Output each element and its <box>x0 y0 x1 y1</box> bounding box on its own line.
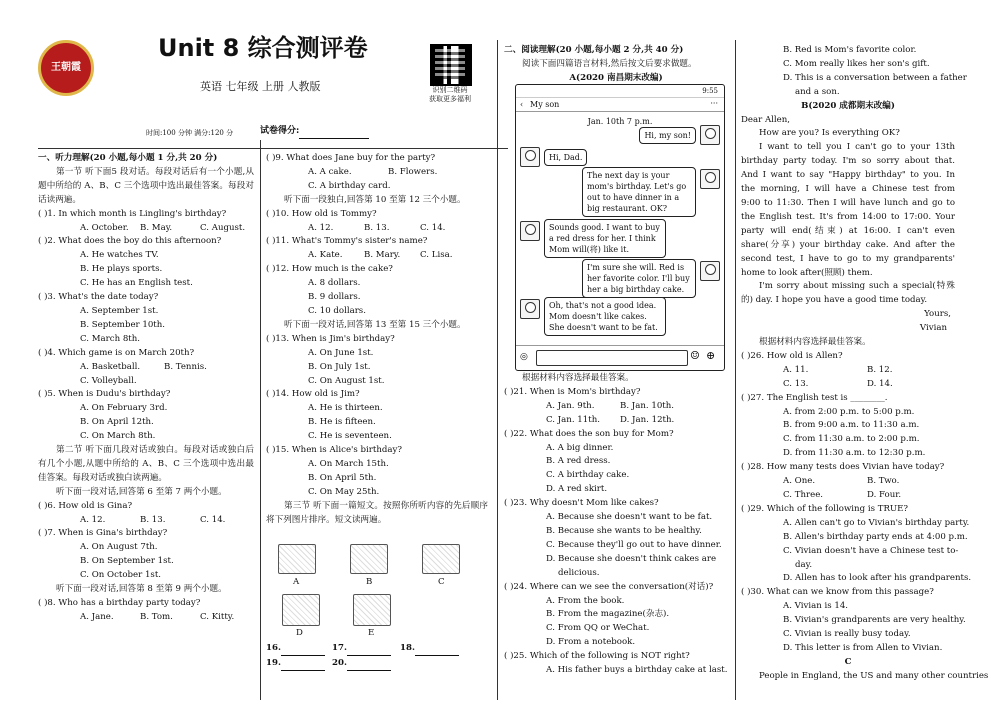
option[interactable]: D. This is a conversation between a father <box>783 72 967 83</box>
column-3 <box>504 44 728 86</box>
option[interactable]: B. Tom. <box>140 611 173 622</box>
option[interactable]: C. from 11:30 a.m. to 2:00 p.m. <box>783 434 920 445</box>
question-9[interactable]: ( )9. What does Jane buy for the party? <box>266 153 436 163</box>
question-13[interactable]: ( )13. When is Jim's birthday? <box>266 333 395 344</box>
option[interactable]: C. A birthday cake. <box>546 470 630 481</box>
option[interactable]: A. He watches TV. <box>80 250 159 261</box>
message-son-2: Sounds good. I want to buy a red dress for her. I think Mom will(将) like it. <box>544 219 666 258</box>
option[interactable]: B. On April 5th. <box>308 472 377 483</box>
option[interactable]: A. 11. <box>783 364 809 375</box>
option[interactable]: C. A birthday card. <box>308 180 391 191</box>
option[interactable]: C. Vivian is really busy today. <box>783 629 911 640</box>
option[interactable]: B. from 9:00 a.m. to 11:30 a.m. <box>783 420 920 431</box>
option[interactable]: B. Jan. 10th. <box>620 400 675 411</box>
monologue-instruction: 听下面一段独白,回答第 10 至第 12 三个小题。 <box>284 194 466 205</box>
question-6-options <box>38 514 254 528</box>
question-30[interactable]: ( )30. What can we know from this passage? <box>741 587 934 598</box>
page-title: Unit 8 综合测评卷 <box>158 34 368 62</box>
chat-date: Jan. 10th 7 p.m. <box>587 117 653 126</box>
option[interactable]: A. He is thirteen. <box>308 403 383 414</box>
question-4-options <box>38 361 254 375</box>
option[interactable]: B. He plays sports. <box>80 264 163 275</box>
option[interactable]: B. Red is Mom's favorite color. <box>783 45 917 55</box>
option[interactable]: C. On May 25th. <box>308 486 380 497</box>
picture-d-icon <box>282 594 320 626</box>
option[interactable]: C. Jan. 11th. <box>546 414 600 425</box>
blank-label: 19. <box>266 658 281 668</box>
dialogue-2-instruction: 听下面一段对话,回答第 8 至第 9 两个小题。 <box>56 584 227 595</box>
logo-text: 王朝霞 <box>51 62 81 73</box>
chat-input-bar <box>516 345 724 370</box>
option[interactable]: A. Vivian is 14. <box>783 601 849 612</box>
option[interactable]: B. On July 1st. <box>308 361 371 372</box>
option[interactable]: B. From the magazine(杂志). <box>546 609 670 620</box>
question-8-options <box>38 611 254 625</box>
option[interactable]: A. A cake. <box>308 166 352 177</box>
question-3[interactable]: ( )3. What's the date today? <box>38 292 159 303</box>
option[interactable]: C. 14. <box>200 514 226 525</box>
option[interactable]: B. May. <box>140 222 173 233</box>
message-dad-2: The next day is your mom's birthday. Let's go out to have dinner in a big restaurant. OK? <box>582 167 696 217</box>
option[interactable]: D. 14. <box>867 378 893 389</box>
option[interactable]: B. 12. <box>867 364 893 375</box>
passage-b-title: B(2020 成都期末改编) <box>801 100 895 111</box>
answer-blank-20[interactable] <box>332 657 391 671</box>
section-listening-title: 一、听力理解(20 小题,每小题 1 分,共 20 分) <box>38 153 218 163</box>
picture-a-icon <box>278 544 316 574</box>
option[interactable]: B. Because she wants to be healthy. <box>546 525 702 536</box>
question-7[interactable]: ( )7. When is Gina's birthday? <box>38 528 168 539</box>
option-continued: delicious. <box>558 567 600 578</box>
section-reading-title: 二、阅读理解(20 小题,每小题 2 分,共 40 分) <box>504 45 684 55</box>
option[interactable]: D. Jan. 12th. <box>620 414 675 425</box>
option[interactable]: A. On March 15th. <box>308 458 389 469</box>
option[interactable]: A. Jan. 9th. <box>546 400 595 411</box>
part1-instructions: 第一节 听下面5 段对话。每段对话后有一个小题,从题中所给的 A、B、C 三个选项中选出最佳答案。每段对话读两遍。 <box>38 166 254 205</box>
option[interactable]: A. Basketball. <box>80 361 141 372</box>
option[interactable]: A. Allen can't go to Vivian's birthday party. <box>783 517 970 528</box>
option[interactable]: D. From a notebook. <box>546 637 636 648</box>
option[interactable]: B. Tennis. <box>164 361 207 372</box>
option[interactable]: C. On March 8th. <box>80 431 156 442</box>
answer-blank-18[interactable] <box>400 642 459 656</box>
picture-label: A <box>293 577 300 587</box>
score-label: 试卷得分: <box>260 126 300 136</box>
question-14[interactable]: ( )14. How old is Jim? <box>266 389 360 400</box>
option[interactable]: A. A big dinner. <box>546 442 614 453</box>
add-icon[interactable]: ⊕ <box>706 349 716 362</box>
blank-line[interactable] <box>347 645 391 656</box>
question-27[interactable]: ( )27. The English test is ________. <box>741 392 888 403</box>
question-11-options <box>266 249 488 263</box>
son-avatar-icon <box>520 221 540 241</box>
header-divider <box>38 148 508 149</box>
chat-header <box>516 97 724 112</box>
question-10-options <box>266 222 488 236</box>
option[interactable]: C. 10 dollars. <box>308 305 366 316</box>
message-dad-3: I'm sure she will. Red is her favorite color. I'll buy her a big birthday cake. <box>582 259 696 298</box>
option[interactable]: A. September 1st. <box>80 305 159 316</box>
question-22[interactable]: ( )22. What does the son buy for Mom? <box>504 428 674 439</box>
voice-icon[interactable]: ◎ <box>520 352 528 362</box>
option[interactable]: C. On October 1st. <box>80 570 162 581</box>
question-11[interactable]: ( )11. What's Tommy's sister's name? <box>266 236 428 247</box>
column-3-questions <box>504 372 728 678</box>
blank-label: 20. <box>332 658 347 668</box>
option[interactable]: D. Four. <box>867 490 902 500</box>
qr-code-icon <box>430 44 472 86</box>
phone-time: 9:55 <box>702 87 718 95</box>
exam-meta: 时间:100 分钟 满分:120 分 <box>146 129 234 137</box>
option[interactable]: A. October. <box>80 222 129 233</box>
picture-e-icon <box>353 594 391 626</box>
answer-blank-19[interactable] <box>266 657 325 671</box>
option[interactable]: B. He is fifteen. <box>308 417 376 428</box>
passage-a-title: A(2020 南昌期末改编) <box>569 72 663 83</box>
question-9-options <box>266 166 488 180</box>
picture-label: C <box>438 577 445 587</box>
question-4[interactable]: ( )4. Which game is on March 20th? <box>38 347 195 358</box>
option[interactable]: C. Lisa. <box>420 250 453 261</box>
column-divider-left <box>260 140 261 700</box>
option-continued: and a son. <box>795 86 840 97</box>
blank-line[interactable] <box>281 645 325 656</box>
option[interactable]: B. On April 12th. <box>80 417 154 428</box>
dialogue-1-instruction: 听下面一段对话,回答第 6 至第 7 两个小题。 <box>56 486 227 497</box>
son-avatar-icon <box>520 299 540 319</box>
option[interactable]: C. Kitty. <box>200 611 235 622</box>
option[interactable]: B. A red dress. <box>546 456 611 467</box>
option[interactable]: D. Allen has to look after his grandparents. <box>783 573 972 584</box>
letter-closing: Yours, <box>924 309 951 320</box>
option[interactable]: B. Two. <box>867 476 900 487</box>
question-21-options-2 <box>504 414 728 428</box>
answer-blank-16[interactable] <box>266 642 325 656</box>
publisher-logo <box>38 40 94 96</box>
dad-avatar-icon <box>700 261 720 281</box>
page-fold-divider <box>497 40 498 700</box>
question-29[interactable]: ( )29. Which of the following is TRUE? <box>741 503 909 514</box>
letter-signature: Vivian <box>919 323 947 334</box>
message-dad-1: Hi, my son! <box>639 127 696 144</box>
question-1-options <box>38 222 254 236</box>
option[interactable]: A. From the book. <box>546 595 625 606</box>
question-26[interactable]: ( )26. How old is Allen? <box>741 350 843 361</box>
option[interactable]: A. On June 1st. <box>308 347 374 358</box>
question-24[interactable]: ( )24. Where can we see the conversation(对话)? <box>504 581 714 592</box>
option[interactable]: D. from 11:30 a.m. to 12:30 p.m. <box>783 448 926 459</box>
dialogue-4-instruction: 听下面一段对话,回答第 13 至第 15 三个小题。 <box>284 319 466 330</box>
chat-text-input[interactable] <box>536 350 688 366</box>
option[interactable]: C. Volleyball. <box>80 375 137 386</box>
option[interactable]: B. Mary. <box>364 250 401 261</box>
option[interactable]: C. On August 1st. <box>308 375 385 386</box>
question-12[interactable]: ( )12. How much is the cake? <box>266 264 393 275</box>
blank-label: 18. <box>400 643 415 653</box>
question-21-options <box>504 400 728 414</box>
phone-chat-screenshot <box>515 84 725 371</box>
option[interactable]: C. Three. <box>783 490 824 500</box>
reading-a-instruction: 根据材料内容选择最佳答案。 <box>522 373 634 383</box>
option[interactable]: A. 12. <box>80 514 106 525</box>
option[interactable]: B. 9 dollars. <box>308 292 361 303</box>
question-5[interactable]: ( )5. When is Dudu's birthday? <box>38 389 171 400</box>
back-arrow-icon[interactable]: ‹ <box>520 100 524 109</box>
score-blank[interactable] <box>299 128 369 139</box>
option[interactable]: C. From QQ or WeChat. <box>546 623 650 634</box>
question-2[interactable]: ( )2. What does the boy do this afternoon? <box>38 236 222 247</box>
qr-caption-line2: 获取更多福利 <box>429 95 471 103</box>
column-2 <box>266 152 488 527</box>
option[interactable]: C. He has an English test. <box>80 278 193 289</box>
option[interactable]: A. Kate. <box>308 250 343 261</box>
picture-label: D <box>296 628 303 638</box>
qr-caption <box>424 86 476 104</box>
option[interactable]: C. Vivian doesn't have a Chinese test to- <box>783 545 959 556</box>
option[interactable]: D. This letter is from Allen to Vivian. <box>783 642 943 653</box>
letter-paragraph-1: How are you? Is everything OK? <box>759 128 900 139</box>
chat-contact-name: My son <box>530 100 560 109</box>
question-25[interactable]: ( )25. Which of the following is NOT right? <box>504 651 690 662</box>
option[interactable]: A. His father buys a birthday cake at last. <box>546 665 728 676</box>
option[interactable]: B. September 10th. <box>80 319 166 330</box>
option[interactable]: C. August. <box>200 222 246 233</box>
question-21[interactable]: ( )21. When is Mom's birthday? <box>504 386 641 397</box>
option[interactable]: D. Because she doesn't think cakes are <box>546 553 717 564</box>
question-1[interactable]: ( )1. In which month is Lingling's birthday? <box>38 208 227 219</box>
option[interactable]: B. On September 1st. <box>80 556 174 567</box>
question-10[interactable]: ( )10. How old is Tommy? <box>266 208 377 219</box>
dad-avatar-icon <box>700 169 720 189</box>
option[interactable]: B. Allen's birthday party ends at 4:00 p.m. <box>783 531 968 542</box>
message-son-1: Hi, Dad. <box>544 149 587 166</box>
blank-label: 16. <box>266 643 281 653</box>
option[interactable]: B. Flowers. <box>388 166 438 177</box>
picture-b-icon <box>350 544 388 574</box>
son-avatar-icon <box>520 147 540 167</box>
option[interactable]: A. One. <box>783 476 816 487</box>
question-26-options <box>741 364 955 378</box>
qr-caption-line1: 识别二维码 <box>432 86 468 94</box>
column-4 <box>741 44 989 684</box>
letter-salutation: Dear Allen, <box>741 114 790 125</box>
dad-avatar-icon <box>700 125 720 145</box>
part2-instructions: 第二节 听下面几段对话或独白。每段对话或独白后有几个小题,从题中所给的 A、B、C 三个选项中选出最佳答案。每段对话或独白读两遍。 <box>38 445 254 483</box>
reading-instructions: 阅读下面四篇语言材料,然后按文后要求做题。 <box>522 58 697 69</box>
option[interactable]: A. Because she doesn't want to be fat. <box>546 512 713 523</box>
column-divider-right <box>735 40 736 700</box>
question-15[interactable]: ( )15. When is Alice's birthday? <box>266 445 402 456</box>
option[interactable]: D. A red skirt. <box>546 484 608 495</box>
option[interactable]: A. On February 3rd. <box>80 403 168 414</box>
option[interactable]: B. 13. <box>364 222 390 233</box>
picture-label: E <box>368 628 375 638</box>
score-field[interactable] <box>260 125 369 139</box>
blank-label: 17. <box>332 643 347 653</box>
option[interactable]: C. 13. <box>783 378 809 389</box>
answer-blank-17[interactable] <box>332 642 391 656</box>
reading-b-instruction: 根据材料内容选择最佳答案。 <box>759 337 871 348</box>
option[interactable]: C. Mom really likes her son's gift. <box>783 58 930 69</box>
option[interactable]: C. He is seventeen. <box>308 431 392 442</box>
column-1 <box>38 152 254 625</box>
question-26-options-2 <box>741 378 955 392</box>
option[interactable]: C. March 8th. <box>80 333 141 344</box>
question-23[interactable]: ( )23. Why doesn't Mom like cakes? <box>504 498 659 509</box>
question-6[interactable]: ( )6. How old is Gina? <box>38 500 133 511</box>
question-28-options <box>741 475 955 489</box>
passage-c-title: C <box>844 656 852 667</box>
question-28-options-2 <box>741 489 955 503</box>
letter-paragraph-3: I'm sorry about missing such a special(特殊的) day. I hope you have a good time today. <box>741 281 955 306</box>
page-subtitle: 英语 七年级 上册 人教版 <box>200 80 321 93</box>
option[interactable]: B. Vivian's grandparents are very healthy. <box>783 615 966 626</box>
question-28[interactable]: ( )28. How many tests does Vivian have today? <box>741 462 945 473</box>
option[interactable]: A. from 2:00 p.m. to 5:00 p.m. <box>783 406 915 417</box>
letter-paragraph-2: I want to tell you I can't go to your 13th birthday party today. I'm so sorry about that. And I want to say "Happy birthday" to you. In the morning, I will have a Chinese test from 9:00 to 11:30. Then I will have lunch and go to the English test. It's from 14:00 to 17:00. Your party will end(结束) at 16:00. I can't even share(分享) your birthday cake. And after the second test, I have to go to my grandparents' home to look after(照顾) them. <box>741 142 955 278</box>
option[interactable]: C. 14. <box>420 222 446 233</box>
part3-instructions: 第三节 听下面一篇短文。按照你所听内容的先后顺序将下列图片排序。短文读两遍。 <box>266 500 488 525</box>
blank-line[interactable] <box>281 660 325 671</box>
message-son-3: Oh, that's not a good idea. Mom doesn't like cakes. She doesn't want to be fat. <box>544 297 666 336</box>
option[interactable]: A. On August 7th. <box>80 542 158 553</box>
blank-line[interactable] <box>347 660 391 671</box>
option[interactable]: B. 13. <box>140 514 166 525</box>
option-continued: day. <box>795 559 813 570</box>
option[interactable]: A. 12. <box>308 222 334 233</box>
option[interactable]: A. 8 dollars. <box>308 278 361 289</box>
blank-line[interactable] <box>415 645 459 656</box>
picture-c-icon <box>422 544 460 574</box>
question-8[interactable]: ( )8. Who has a birthday party today? <box>38 598 201 608</box>
more-icon[interactable]: ··· <box>710 99 718 108</box>
option[interactable]: C. Because they'll go out to have dinner. <box>546 539 722 550</box>
picture-label: B <box>366 577 373 587</box>
emoji-icon[interactable]: ☺ <box>690 349 700 362</box>
option[interactable]: A. Jane. <box>80 611 114 622</box>
passage-c-first-line: People in England, the US and many other countries <box>759 670 989 681</box>
